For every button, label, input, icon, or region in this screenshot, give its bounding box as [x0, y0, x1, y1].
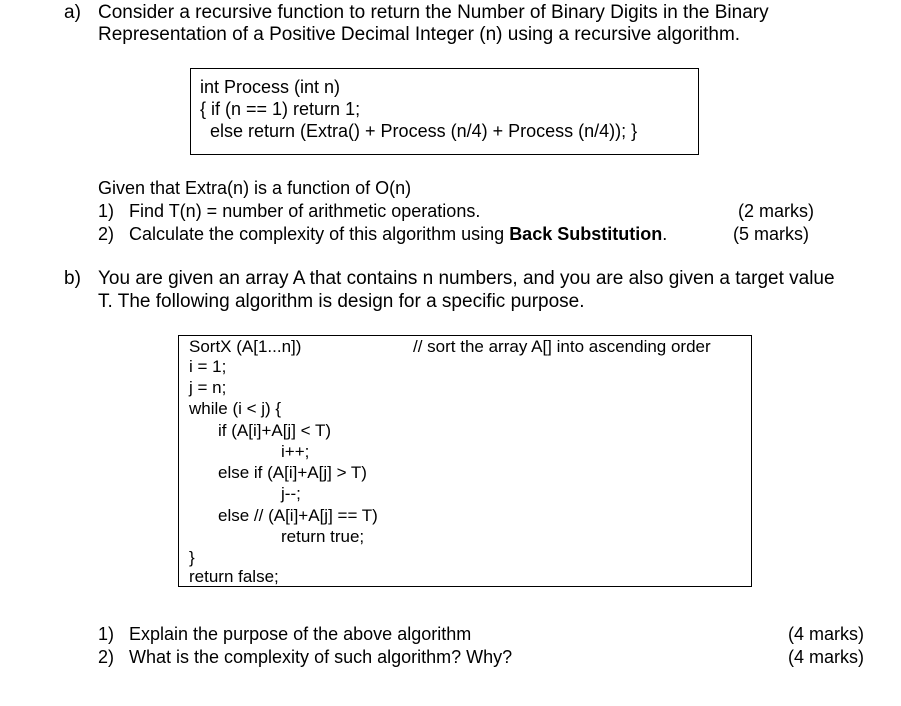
part-b-intro-line2: T. The following algorithm is design for a specific purpose. [98, 291, 585, 312]
part-a-code-box [190, 68, 699, 155]
code-line: else // (A[i]+A[j] == T) [218, 506, 378, 525]
code-line: { if (n == 1) return 1; [200, 99, 361, 119]
part-a-label: a) [64, 2, 81, 23]
part-a-intro-line2: Representation of a Positive Decimal Integer (n) using a recursive algorithm. [98, 24, 741, 45]
part-a-q2-marks: (5 marks) [733, 224, 809, 244]
code-line: int Process (int n) [200, 77, 341, 97]
code-line: i = 1; [189, 357, 227, 376]
part-b-code-box [178, 335, 752, 587]
part-b-q1-number: 1) [98, 624, 115, 644]
code-line: else if (A[i]+A[j] > T) [218, 463, 367, 482]
part-a-q1-marks: (2 marks) [738, 201, 814, 221]
back-substitution-bold: Back Substitution [509, 224, 663, 244]
code-line: } [189, 548, 195, 567]
part-a-intro-line1: Consider a recursive function to return the Number of Binary Digits in the Binary [98, 2, 769, 23]
code-line: j = n; [189, 378, 227, 397]
part-a-q1-text: Find T(n) = number of arithmetic operations. [129, 201, 481, 221]
code-line: while (i < j) { [189, 399, 282, 418]
part-b-q2-text: What is the complexity of such algorithm? Why? [129, 647, 513, 667]
code-line: if (A[i]+A[j] < T) [218, 421, 332, 440]
part-b-intro-line1: You are given an array A that contains n numbers, and you are also given a target value [98, 268, 835, 289]
part-a-q2-number: 2) [98, 224, 115, 244]
code-line: return false; [189, 567, 279, 586]
code-line: SortX (A[1...n]) [189, 337, 302, 356]
code-line: else return (Extra() + Process (n/4) + Process (n/4)); } [210, 121, 638, 141]
code-comment: // sort the array A[] into ascending order [413, 337, 711, 356]
part-b-label: b) [64, 268, 81, 289]
part-b-q2-number: 2) [98, 647, 115, 667]
part-a-q1-number: 1) [98, 201, 115, 221]
code-line: return true; [281, 527, 365, 546]
part-b-q1-marks: (4 marks) [788, 624, 864, 644]
part-b-q1-text: Explain the purpose of the above algorithm [129, 624, 472, 644]
part-b-q2-marks: (4 marks) [788, 647, 864, 667]
part-a-given: Given that Extra(n) is a function of O(n) [98, 178, 412, 198]
code-line: i++; [281, 442, 310, 461]
code-line: j--; [281, 484, 301, 503]
part-a-q2-text: Calculate the complexity of this algorithm using Back Substitution. [129, 224, 668, 244]
